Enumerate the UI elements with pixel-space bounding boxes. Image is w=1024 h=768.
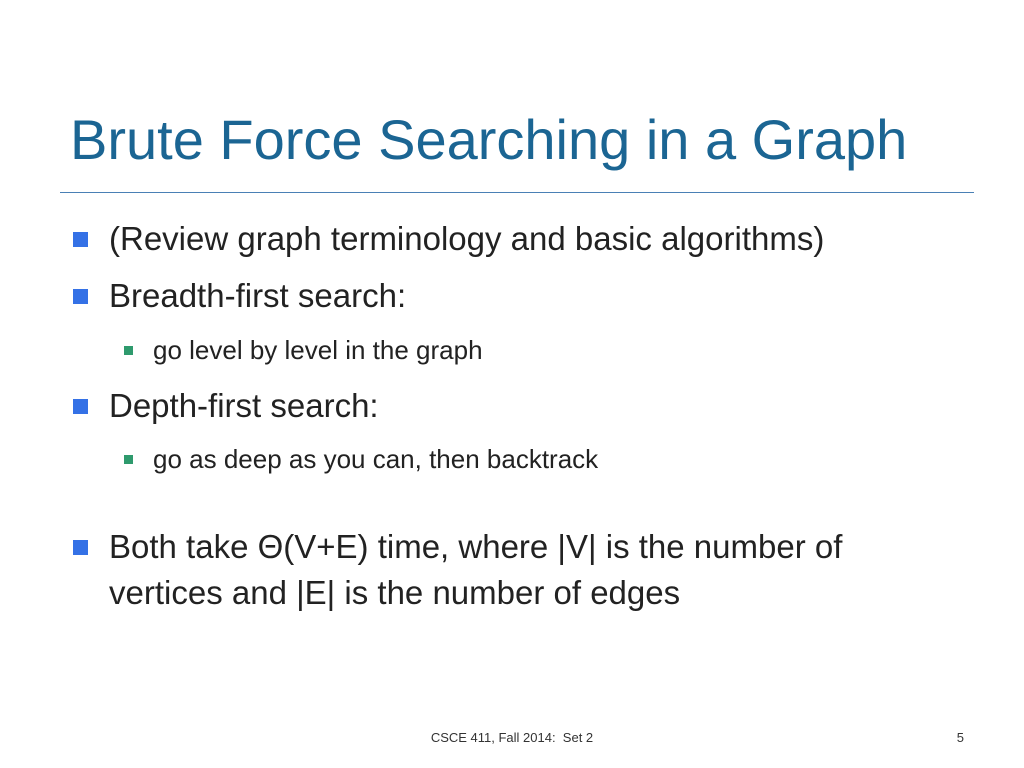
bullet-text-line-1: Both take Θ(V+E) time, where |V| is the number of — [109, 528, 843, 565]
bullet-text: Depth-first search: — [109, 387, 379, 424]
square-sub-bullet-icon — [124, 455, 133, 464]
square-bullet-icon — [73, 399, 88, 414]
square-bullet-icon — [73, 289, 88, 304]
bullet-text: Breadth-first search: — [109, 277, 407, 314]
slide-footer: CSCE 411, Fall 2014: Set 2 — [430, 730, 594, 745]
square-bullet-icon — [73, 232, 88, 247]
bullet-text: (Review graph terminology and basic algorithms) — [109, 220, 825, 257]
slide-title: Brute Force Searching in a Graph — [70, 108, 908, 171]
square-sub-bullet-icon — [124, 346, 133, 355]
square-bullet-icon — [73, 540, 88, 555]
sub-bullet-text: go level by level in the graph — [153, 335, 483, 365]
bullet-text-line-2: vertices and |E| is the number of edges — [109, 574, 681, 611]
sub-bullet-text: go as deep as you can, then backtrack — [153, 444, 599, 474]
slide-page-number: 5 — [956, 730, 964, 745]
